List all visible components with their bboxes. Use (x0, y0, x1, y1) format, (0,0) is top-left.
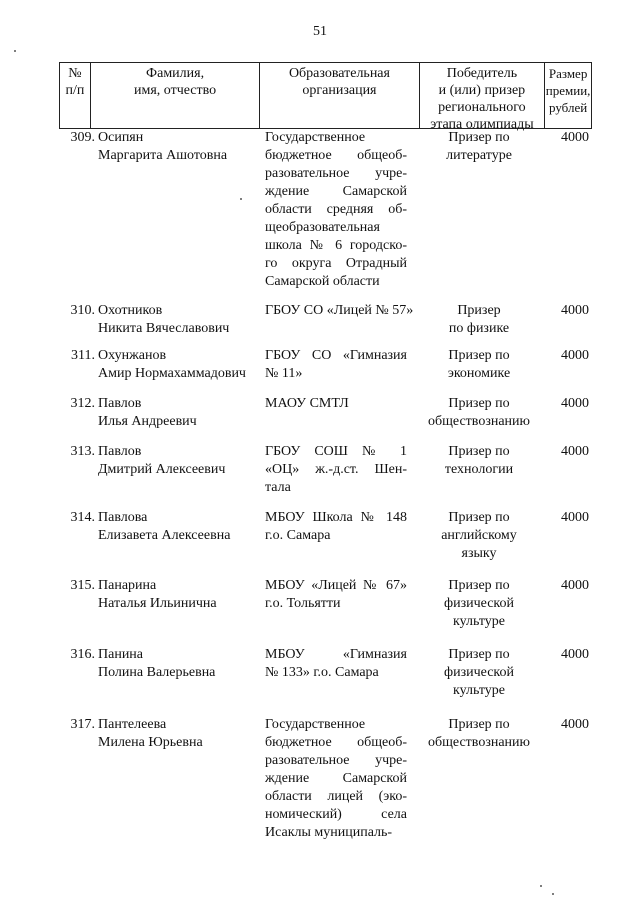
organization-line: г.о. Тольятти (265, 596, 341, 611)
participant-name (98, 129, 263, 165)
winner-status (413, 443, 545, 479)
organization-line: Самарской области (265, 274, 380, 289)
organization-line: школа № 6 городско- (265, 238, 407, 253)
organization-line: области лицей (эко- (265, 789, 407, 804)
winner-status-line: обществознанию (428, 414, 530, 429)
header-number-line: № (68, 66, 82, 81)
participant-name-line: Полина Валерьевна (98, 665, 216, 680)
row-number: 309. (70, 130, 95, 145)
header-org-line: организация (302, 83, 377, 98)
organization-line: «ОЦ» ж.-д.ст. Шен- (265, 462, 407, 477)
organization-line: МБОУ «Гимназия (265, 647, 407, 662)
organization-line: № 133» г.о. Самара (265, 665, 379, 680)
winner-status (413, 347, 545, 383)
prize-amount: 4000 (561, 303, 589, 318)
prize-amount: 4000 (561, 396, 589, 411)
prize-amount: 4000 (561, 348, 589, 363)
prize-amount: 4000 (561, 444, 589, 459)
row-number: 312. (70, 396, 95, 411)
scan-speck (552, 893, 554, 895)
header-prize-line: Размер (548, 66, 588, 81)
participant-name-line: Павлов (98, 444, 142, 459)
header-name-line: имя, отчество (133, 83, 217, 98)
participant-name-line: Панина (98, 647, 144, 662)
scan-speck (14, 50, 16, 52)
winner-status-line: технологии (444, 462, 514, 477)
organization (265, 395, 407, 413)
participant-name (98, 646, 263, 682)
organization (265, 646, 407, 682)
row-number: 316. (70, 647, 95, 662)
participant-name (98, 347, 263, 383)
organization-line: МБОУ Школа № 148 (265, 510, 407, 525)
header-organization (259, 63, 418, 128)
page-number: 51 (313, 24, 327, 39)
winner-status-line: обществознанию (428, 735, 530, 750)
participant-name-line: Пантелеева (98, 717, 167, 732)
participant-name-line: Маргарита Ашотовна (98, 148, 228, 163)
organization-line: Государственное (265, 717, 366, 732)
participant-name-line: Елизавета Алексеевна (98, 528, 231, 543)
header-winner-line: Победитель (446, 66, 518, 81)
winner-status-line: Призер по (448, 444, 510, 459)
organization (265, 443, 407, 497)
row-number: 313. (70, 444, 95, 459)
winner-status-line: Призер по (448, 130, 510, 145)
participant-name-line: Дмитрий Алексеевич (98, 462, 226, 477)
header-org-line: Образовательная (288, 66, 390, 81)
participant-name-line: Никита Вячеславович (98, 321, 230, 336)
prize-amount: 4000 (561, 130, 589, 145)
organization-line: номический) села (265, 807, 407, 822)
organization-line: ждение Самарской (265, 771, 407, 786)
participant-name (98, 395, 263, 431)
winner-status-line: Призер по (448, 348, 510, 363)
participant-name-line: Амир Нормахаммадович (98, 366, 246, 381)
organization (265, 129, 407, 291)
winner-status-line: по физике (448, 321, 510, 336)
participant-name (98, 302, 263, 338)
participant-name-line: Павлова (98, 510, 148, 525)
organization-line: ждение Самарской (265, 184, 407, 199)
winner-status-line: литературе (446, 148, 512, 163)
organization-line: бюджетное общеоб- (265, 148, 407, 163)
participant-name (98, 716, 263, 752)
row-number: 311. (71, 348, 95, 363)
winner-status-line: экономике (447, 366, 511, 381)
organization-line: бюджетное общеоб- (265, 735, 407, 750)
prize-amount: 4000 (561, 578, 589, 593)
prize-amount: 4000 (561, 647, 589, 662)
organization-line: разовательное учре- (265, 166, 407, 181)
organization (265, 347, 407, 383)
winner-status-line: английскому (441, 528, 517, 543)
header-prize-line: рублей (549, 100, 588, 115)
organization-line: тала (265, 480, 291, 495)
participant-name-line: Наталья Ильинична (98, 596, 217, 611)
header-winner (419, 63, 545, 132)
participant-name-line: Охунжанов (98, 348, 167, 363)
participant-name (98, 509, 263, 545)
winner-status (413, 395, 545, 431)
prize-amount: 4000 (561, 717, 589, 732)
header-number (60, 63, 90, 128)
winner-status-line: физической (444, 596, 514, 611)
scan-speck (540, 885, 542, 887)
participant-name-line: Охотников (98, 303, 163, 318)
organization-line: МБОУ «Лицей № 67» (265, 578, 407, 593)
row-number: 310. (70, 303, 95, 318)
participant-name-line: Осипян (98, 130, 144, 145)
winner-status (413, 509, 545, 563)
organization (265, 302, 414, 320)
row-number: 315. (70, 578, 95, 593)
header-name-line: Фамилия, (146, 66, 205, 81)
header-prize (544, 63, 591, 128)
winner-status (413, 129, 545, 165)
winner-status-line: Призер по (448, 396, 510, 411)
organization-line: го округа Отрадный (265, 256, 407, 271)
participant-name (98, 443, 263, 479)
winner-status-line: Призер по (448, 717, 510, 732)
winner-status-line: культуре (453, 614, 505, 629)
organization-line: щеобразовательная (265, 220, 380, 235)
header-winner-line: регионального (438, 100, 526, 115)
winner-status-line: языку (461, 546, 497, 561)
scan-speck (240, 198, 242, 200)
organization-line: № 11» (265, 366, 303, 381)
organization-line: ГБОУ СО «Гимназия (265, 348, 407, 363)
organization (265, 716, 407, 842)
winner-status-line: культуре (453, 683, 505, 698)
header-name (90, 63, 259, 128)
organization-line: Исаклы муниципаль- (265, 825, 393, 840)
organization-line: Государственное (265, 130, 366, 145)
participant-name-line: Милена Юрьевна (98, 735, 203, 750)
winner-status-line: физической (444, 665, 514, 680)
organization-line: МАОУ СМТЛ (265, 396, 349, 411)
winner-status-line: Призер по (448, 647, 510, 662)
header-prize-line: премии, (545, 83, 591, 98)
participant-name-line: Панарина (98, 578, 157, 593)
winner-status (413, 646, 545, 700)
organization (265, 509, 407, 545)
table-header (59, 62, 592, 132)
organization-line: г.о. Самара (265, 528, 331, 543)
organization-line: разовательное учре- (265, 753, 407, 768)
prize-amount: 4000 (561, 510, 589, 525)
winner-status-line: Призер по (448, 510, 510, 525)
organization-line: ГБОУ СО «Лицей № 57» (265, 303, 414, 318)
participant-name-line: Илья Андреевич (98, 414, 197, 429)
winner-status (413, 716, 545, 752)
winner-status (413, 577, 545, 631)
header-winner-line: этапа олимпиады (430, 117, 534, 132)
organization (265, 577, 407, 613)
winner-status-line: Призер (457, 303, 501, 318)
winner-status (413, 302, 545, 338)
winner-status-line: Призер по (448, 578, 510, 593)
organization-line: области средняя об- (265, 202, 407, 217)
participant-name-line: Павлов (98, 396, 142, 411)
participant-name (98, 577, 263, 613)
header-winner-line: и (или) призер (438, 83, 526, 98)
row-number: 314. (70, 510, 95, 525)
row-number: 317. (70, 717, 95, 732)
organization-line: ГБОУ СОШ № 1 (265, 444, 407, 459)
header-number-line: п/п (65, 83, 85, 98)
